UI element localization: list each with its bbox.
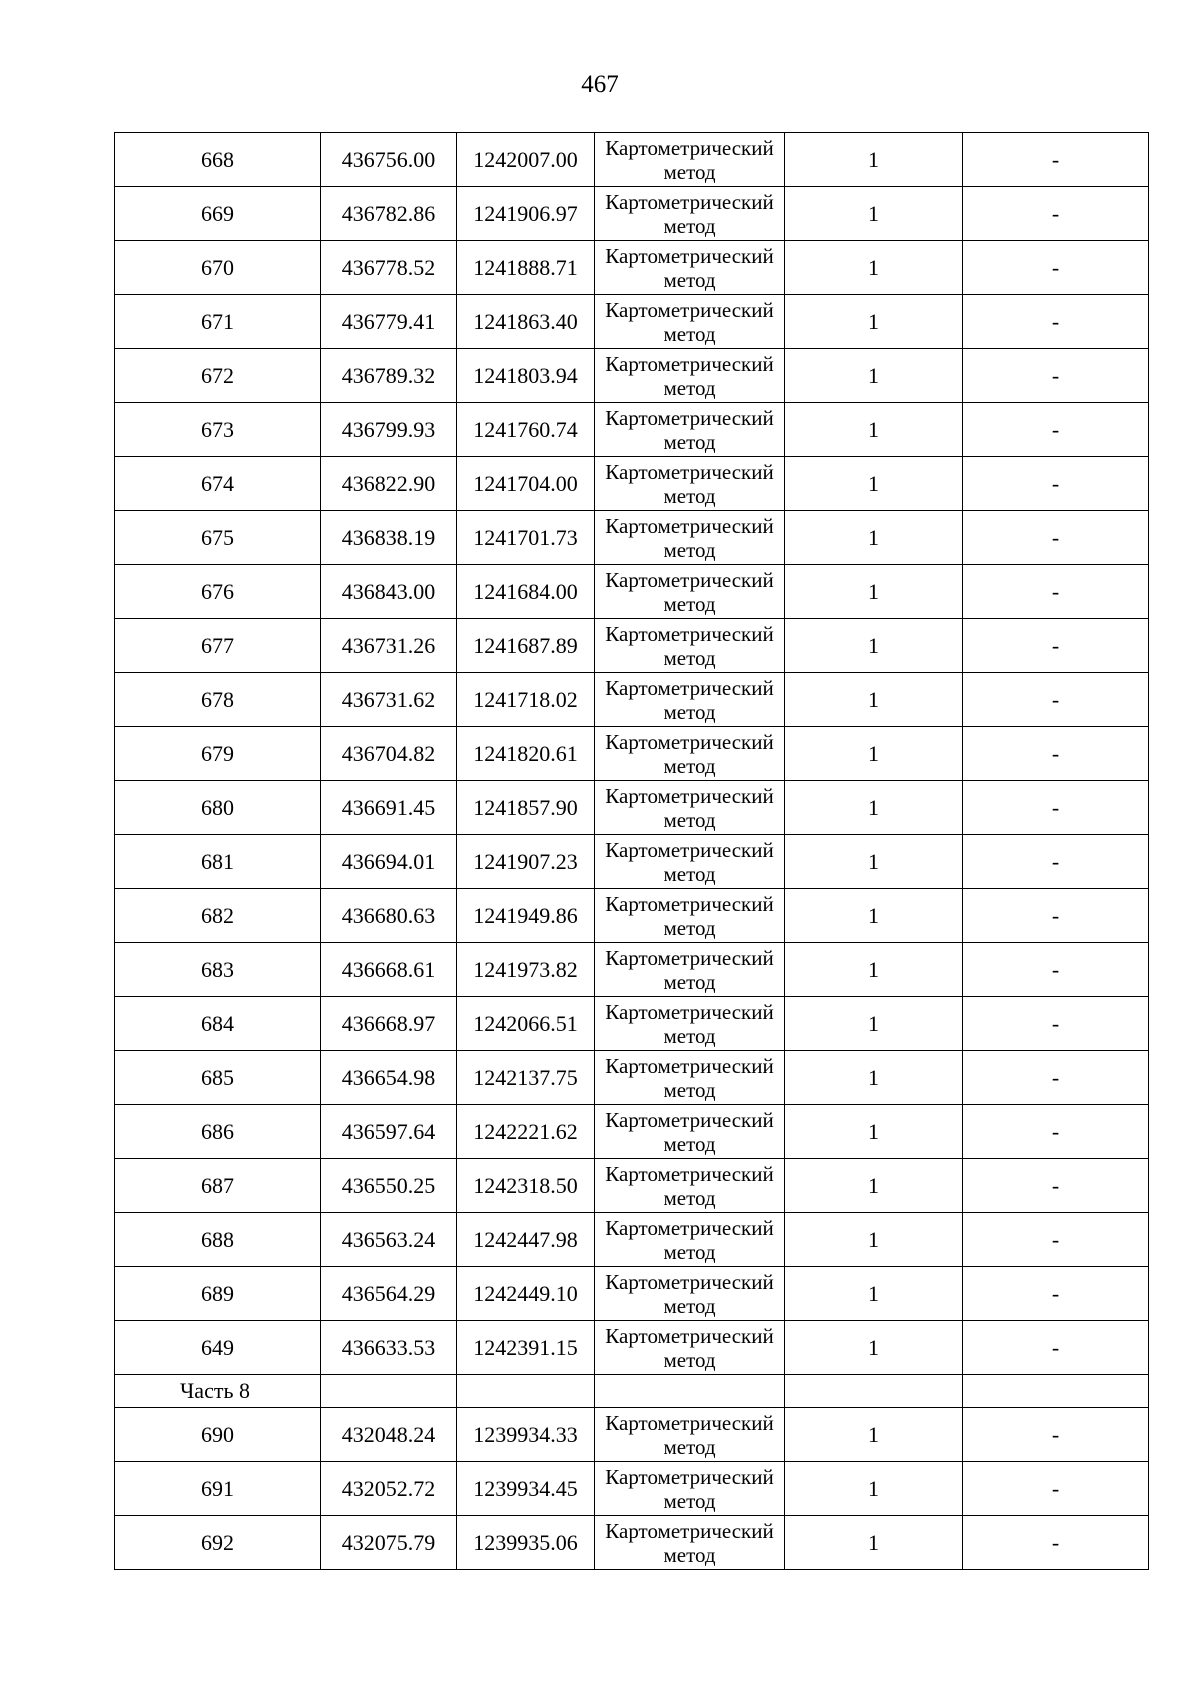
x-coordinate-cell: 436822.90 [321, 457, 457, 511]
y-coordinate-cell: 1239934.45 [457, 1462, 595, 1516]
x-coordinate-cell: 436564.29 [321, 1267, 457, 1321]
method-cell: Картометрический метод [595, 403, 785, 457]
x-coordinate-cell: 436704.82 [321, 727, 457, 781]
accuracy-cell: 1 [785, 241, 963, 295]
y-coordinate-cell: 1241704.00 [457, 457, 595, 511]
note-cell: - [963, 1516, 1149, 1570]
point-number-cell: 692 [115, 1516, 321, 1570]
point-number-cell: 669 [115, 187, 321, 241]
point-number-cell: 673 [115, 403, 321, 457]
point-number-cell: 691 [115, 1462, 321, 1516]
x-coordinate-cell: 436691.45 [321, 781, 457, 835]
note-cell: - [963, 835, 1149, 889]
accuracy-cell: 1 [785, 295, 963, 349]
point-number-cell: 685 [115, 1051, 321, 1105]
x-coordinate-cell: 436694.01 [321, 835, 457, 889]
point-number-cell: 690 [115, 1408, 321, 1462]
table-row [115, 619, 1149, 673]
table-row [115, 1462, 1149, 1516]
accuracy-cell: 1 [785, 781, 963, 835]
y-coordinate-cell: 1242318.50 [457, 1159, 595, 1213]
note-cell: - [963, 619, 1149, 673]
x-coordinate-cell: 436779.41 [321, 295, 457, 349]
table-row [115, 835, 1149, 889]
table-row [115, 511, 1149, 565]
method-cell: Картометрический метод [595, 511, 785, 565]
note-cell: - [963, 133, 1149, 187]
method-cell: Картометрический метод [595, 295, 785, 349]
point-number-cell: 672 [115, 349, 321, 403]
x-coordinate-cell: 436597.64 [321, 1105, 457, 1159]
point-number-cell: 679 [115, 727, 321, 781]
y-coordinate-cell: 1239934.33 [457, 1408, 595, 1462]
note-cell: - [963, 241, 1149, 295]
x-coordinate-cell: 436668.61 [321, 943, 457, 997]
accuracy-cell: 1 [785, 997, 963, 1051]
y-coordinate-cell: 1241907.23 [457, 835, 595, 889]
method-cell: Картометрический метод [595, 1321, 785, 1375]
table-row [115, 1105, 1149, 1159]
method-cell: Картометрический метод [595, 1267, 785, 1321]
point-number-cell: 689 [115, 1267, 321, 1321]
note-cell: - [963, 889, 1149, 943]
empty-cell [457, 1375, 595, 1408]
x-coordinate-cell: 436668.97 [321, 997, 457, 1051]
accuracy-cell: 1 [785, 1105, 963, 1159]
empty-cell [963, 1375, 1149, 1408]
table-row [115, 889, 1149, 943]
accuracy-cell: 1 [785, 133, 963, 187]
y-coordinate-cell: 1242447.98 [457, 1213, 595, 1267]
note-cell: - [963, 1159, 1149, 1213]
accuracy-cell: 1 [785, 457, 963, 511]
y-coordinate-cell: 1242449.10 [457, 1267, 595, 1321]
accuracy-cell: 1 [785, 1516, 963, 1570]
y-coordinate-cell: 1241687.89 [457, 619, 595, 673]
x-coordinate-cell: 436680.63 [321, 889, 457, 943]
note-cell: - [963, 457, 1149, 511]
method-cell: Картометрический метод [595, 241, 785, 295]
page-number: 467 [581, 71, 619, 98]
accuracy-cell: 1 [785, 835, 963, 889]
point-number-cell: 676 [115, 565, 321, 619]
x-coordinate-cell: 436789.32 [321, 349, 457, 403]
table-row [115, 1267, 1149, 1321]
method-cell: Картометрический метод [595, 133, 785, 187]
y-coordinate-cell: 1241949.86 [457, 889, 595, 943]
y-coordinate-cell: 1241906.97 [457, 187, 595, 241]
point-number-cell: 687 [115, 1159, 321, 1213]
y-coordinate-cell: 1239935.06 [457, 1516, 595, 1570]
table-body [115, 133, 1149, 1570]
note-cell: - [963, 511, 1149, 565]
y-coordinate-cell: 1241718.02 [457, 673, 595, 727]
accuracy-cell: 1 [785, 727, 963, 781]
table-row [115, 241, 1149, 295]
x-coordinate-cell: 436731.26 [321, 619, 457, 673]
method-cell: Картометрический метод [595, 943, 785, 997]
y-coordinate-cell: 1242221.62 [457, 1105, 595, 1159]
accuracy-cell: 1 [785, 673, 963, 727]
point-number-cell: 674 [115, 457, 321, 511]
x-coordinate-cell: 432048.24 [321, 1408, 457, 1462]
point-number-cell: 684 [115, 997, 321, 1051]
accuracy-cell: 1 [785, 565, 963, 619]
note-cell: - [963, 1321, 1149, 1375]
x-coordinate-cell: 436756.00 [321, 133, 457, 187]
note-cell: - [963, 295, 1149, 349]
y-coordinate-cell: 1241973.82 [457, 943, 595, 997]
table-row [115, 1516, 1149, 1570]
method-cell: Картометрический метод [595, 1462, 785, 1516]
accuracy-cell: 1 [785, 1213, 963, 1267]
point-number-cell: 677 [115, 619, 321, 673]
table-row [115, 403, 1149, 457]
accuracy-cell: 1 [785, 943, 963, 997]
y-coordinate-cell: 1242007.00 [457, 133, 595, 187]
method-cell: Картометрический метод [595, 1408, 785, 1462]
x-coordinate-cell: 432052.72 [321, 1462, 457, 1516]
accuracy-cell: 1 [785, 619, 963, 673]
table-row [115, 349, 1149, 403]
x-coordinate-cell: 436799.93 [321, 403, 457, 457]
x-coordinate-cell: 436563.24 [321, 1213, 457, 1267]
method-cell: Картометрический метод [595, 619, 785, 673]
y-coordinate-cell: 1241684.00 [457, 565, 595, 619]
note-cell: - [963, 1051, 1149, 1105]
table-row [115, 295, 1149, 349]
method-cell: Картометрический метод [595, 1051, 785, 1105]
method-cell: Картометрический метод [595, 997, 785, 1051]
point-number-cell: 680 [115, 781, 321, 835]
x-coordinate-cell: 436550.25 [321, 1159, 457, 1213]
table-row [115, 727, 1149, 781]
point-number-cell: 675 [115, 511, 321, 565]
table-row [115, 1051, 1149, 1105]
point-number-cell: 682 [115, 889, 321, 943]
table-row [115, 943, 1149, 997]
note-cell: - [963, 187, 1149, 241]
point-number-cell: 688 [115, 1213, 321, 1267]
point-number-cell: 671 [115, 295, 321, 349]
note-cell: - [963, 1213, 1149, 1267]
table-row [115, 1159, 1149, 1213]
accuracy-cell: 1 [785, 511, 963, 565]
note-cell: - [963, 1105, 1149, 1159]
point-number-cell: 683 [115, 943, 321, 997]
note-cell: - [963, 1267, 1149, 1321]
table-row [115, 187, 1149, 241]
method-cell: Картометрический метод [595, 565, 785, 619]
method-cell: Картометрический метод [595, 349, 785, 403]
table-row [115, 997, 1149, 1051]
accuracy-cell: 1 [785, 889, 963, 943]
accuracy-cell: 1 [785, 349, 963, 403]
x-coordinate-cell: 436782.86 [321, 187, 457, 241]
table-row [115, 457, 1149, 511]
x-coordinate-cell: 436843.00 [321, 565, 457, 619]
y-coordinate-cell: 1241760.74 [457, 403, 595, 457]
table-row [115, 565, 1149, 619]
section-row [115, 1375, 1149, 1408]
accuracy-cell: 1 [785, 1321, 963, 1375]
method-cell: Картометрический метод [595, 1105, 785, 1159]
method-cell: Картометрический метод [595, 889, 785, 943]
point-number-cell: 678 [115, 673, 321, 727]
empty-cell [785, 1375, 963, 1408]
x-coordinate-cell: 432075.79 [321, 1516, 457, 1570]
accuracy-cell: 1 [785, 1051, 963, 1105]
y-coordinate-cell: 1241888.71 [457, 241, 595, 295]
table-row [115, 1213, 1149, 1267]
x-coordinate-cell: 436838.19 [321, 511, 457, 565]
accuracy-cell: 1 [785, 187, 963, 241]
x-coordinate-cell: 436778.52 [321, 241, 457, 295]
note-cell: - [963, 997, 1149, 1051]
method-cell: Картометрический метод [595, 1213, 785, 1267]
y-coordinate-cell: 1241803.94 [457, 349, 595, 403]
method-cell: Картометрический метод [595, 1159, 785, 1213]
method-cell: Картометрический метод [595, 673, 785, 727]
point-number-cell: 681 [115, 835, 321, 889]
table-row [115, 1408, 1149, 1462]
point-number-cell: 670 [115, 241, 321, 295]
y-coordinate-cell: 1242391.15 [457, 1321, 595, 1375]
y-coordinate-cell: 1241863.40 [457, 295, 595, 349]
method-cell: Картометрический метод [595, 727, 785, 781]
y-coordinate-cell: 1241857.90 [457, 781, 595, 835]
method-cell: Картометрический метод [595, 187, 785, 241]
x-coordinate-cell: 436633.53 [321, 1321, 457, 1375]
accuracy-cell: 1 [785, 1462, 963, 1516]
x-coordinate-cell: 436731.62 [321, 673, 457, 727]
empty-cell [595, 1375, 785, 1408]
note-cell: - [963, 781, 1149, 835]
y-coordinate-cell: 1241820.61 [457, 727, 595, 781]
note-cell: - [963, 1408, 1149, 1462]
section-label: Часть 8 [115, 1375, 321, 1408]
empty-cell [321, 1375, 457, 1408]
point-number-cell: 649 [115, 1321, 321, 1375]
y-coordinate-cell: 1242137.75 [457, 1051, 595, 1105]
method-cell: Картометрический метод [595, 835, 785, 889]
point-number-cell: 668 [115, 133, 321, 187]
method-cell: Картометрический метод [595, 1516, 785, 1570]
note-cell: - [963, 565, 1149, 619]
note-cell: - [963, 943, 1149, 997]
method-cell: Картометрический метод [595, 457, 785, 511]
accuracy-cell: 1 [785, 1267, 963, 1321]
accuracy-cell: 1 [785, 1159, 963, 1213]
x-coordinate-cell: 436654.98 [321, 1051, 457, 1105]
y-coordinate-cell: 1241701.73 [457, 511, 595, 565]
accuracy-cell: 1 [785, 403, 963, 457]
table-row [115, 1321, 1149, 1375]
note-cell: - [963, 349, 1149, 403]
table-row [115, 781, 1149, 835]
table-row [115, 673, 1149, 727]
note-cell: - [963, 673, 1149, 727]
table-row [115, 133, 1149, 187]
y-coordinate-cell: 1242066.51 [457, 997, 595, 1051]
note-cell: - [963, 403, 1149, 457]
coordinates-table [114, 132, 1149, 1570]
accuracy-cell: 1 [785, 1408, 963, 1462]
note-cell: - [963, 727, 1149, 781]
point-number-cell: 686 [115, 1105, 321, 1159]
method-cell: Картометрический метод [595, 781, 785, 835]
note-cell: - [963, 1462, 1149, 1516]
